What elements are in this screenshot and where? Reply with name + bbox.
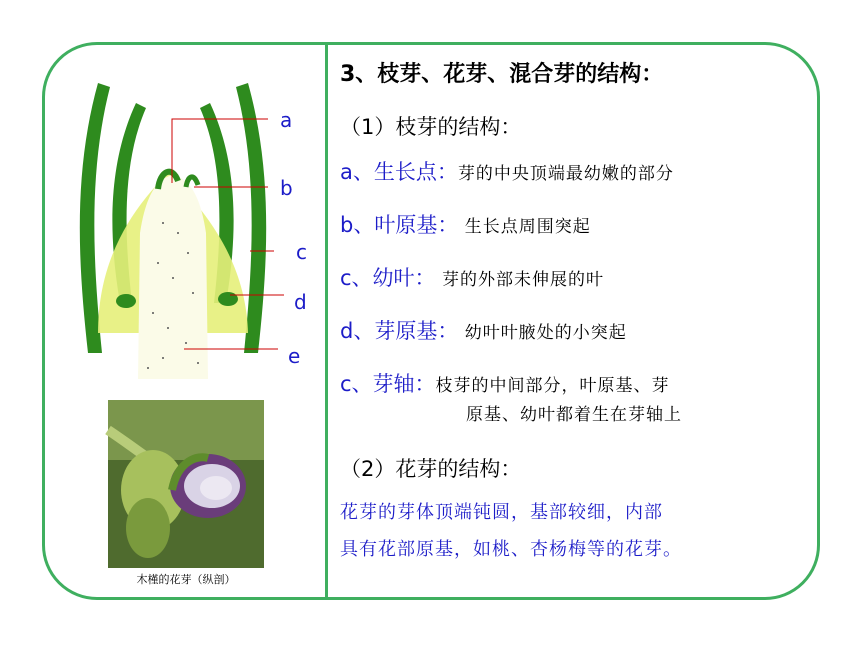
column-divider — [325, 44, 328, 598]
desc-axis: 枝芽的中间部分，叶原基、芽 — [435, 376, 670, 396]
hibiscus-bud-photo — [108, 400, 264, 588]
term-d: d、芽原基： — [340, 319, 459, 343]
branch-bud-diagram — [68, 63, 307, 379]
slide-title: 3、枝芽、花芽、混合芽的结构： — [340, 62, 664, 87]
label-a: a — [280, 108, 293, 132]
flower-bud-line-1: 花芽的芽体顶端钝圆，基部较细，内部 — [340, 502, 663, 523]
label-d: d — [294, 290, 307, 314]
label-c: c — [296, 240, 307, 264]
label-e: e — [288, 344, 301, 368]
item-bud-primordium — [340, 315, 627, 345]
label-b: b — [280, 176, 293, 200]
desc-d: 幼叶叶腋处的小突起 — [458, 323, 627, 343]
section-2-heading: （2）花芽的结构： — [340, 457, 522, 481]
term-c: c、幼叶： — [340, 266, 436, 290]
term-axis: c、芽轴： — [340, 372, 436, 396]
flower-bud-line-2: 具有花部原基，如桃、杏杨梅等的花芽。 — [340, 539, 682, 560]
term-a: a、生长点： — [340, 160, 458, 184]
item-leaf-primordium — [340, 209, 591, 239]
term-b: b、叶原基： — [340, 213, 459, 237]
desc-a: 芽的中央顶端最幼嫩的部分 — [457, 164, 674, 184]
desc-axis-continued: 原基、幼叶都着生在芽轴上 — [466, 405, 682, 425]
section-1-heading: （1）枝芽的结构： — [340, 115, 522, 139]
item-young-leaf — [340, 262, 604, 292]
item-bud-axis — [340, 368, 670, 398]
desc-c: 芽的外部未伸展的叶 — [435, 270, 604, 290]
item-growing-point — [340, 156, 674, 186]
photo-caption: 木槿的花芽（纵剖） — [136, 573, 236, 586]
desc-b: 生长点周围突起 — [458, 217, 591, 237]
